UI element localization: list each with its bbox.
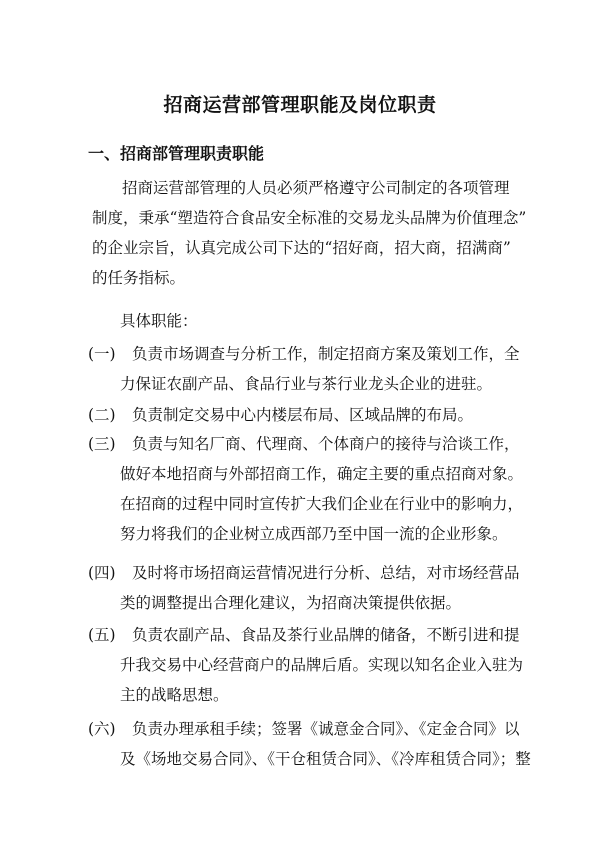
item-line: 负责办理承租手续；签署《诚意金合同》、《定金合同》以 xyxy=(132,720,520,738)
item-line: 负责制定交易中心内楼层布局、区域品牌的布局。 xyxy=(132,406,474,424)
list-item xyxy=(88,400,528,430)
item-number: (二) xyxy=(88,406,116,424)
item-line: 负责农副产品、食品及茶行业品牌的储备，不断引进和提 xyxy=(132,626,520,644)
document-title: 招商运营部管理职能及岗位职责 xyxy=(163,94,437,116)
section-heading: 一、招商部管理职责职能 xyxy=(88,144,265,163)
item-line: 努力将我们的企业树立成西部乃至中国一流的企业形象。 xyxy=(120,525,508,543)
list-item xyxy=(88,429,528,549)
list-item xyxy=(88,558,528,618)
item-line: 负责与知名厂商、代理商、个体商户的接待与洽谈工作， xyxy=(132,435,520,453)
item-line: 及时将市场招商运营情况进行分析、总结，对市场经营品 xyxy=(132,564,520,582)
item-number: (五) xyxy=(88,626,116,644)
item-number: (四) xyxy=(88,564,116,582)
item-line: 力保证农副产品、食品行业与茶行业龙头企业的进驻。 xyxy=(120,375,493,393)
intro-line: 招商运营部管理的人员必须严格遵守公司制定的各项管理 xyxy=(122,179,510,197)
item-line: 类的调整提出合理化建议，为招商决策提供依据。 xyxy=(120,594,462,612)
list-item xyxy=(88,714,531,774)
sub-heading: 具体职能： xyxy=(120,312,198,330)
item-line: 做好本地招商与外部招商工作，确定主要的重点招商对象。 xyxy=(120,465,524,483)
list-item xyxy=(88,339,528,399)
intro-line: 的任务指标。 xyxy=(92,269,186,287)
item-line: 升我交易中心经营商户的品牌后盾。实现以知名企业入驻为 xyxy=(120,656,524,674)
list-item xyxy=(88,620,528,710)
item-number: (三) xyxy=(88,435,116,453)
item-line: 负责市场调查与分析工作，制定招商方案及策划工作，全 xyxy=(132,345,520,363)
item-number: (六) xyxy=(88,720,116,738)
intro-paragraph xyxy=(92,173,527,293)
item-line: 主的战略思想。 xyxy=(120,686,229,704)
item-line: 及《场地交易合同》、《干仓租赁合同》、《冷库租赁合同》；整 xyxy=(120,750,531,768)
intro-line: 的企业宗旨，认真完成公司下达的“招好商，招大商，招满商” xyxy=(92,239,511,257)
item-line: 在招商的过程中同时宣传扩大我们企业在行业中的影响力， xyxy=(120,495,524,513)
intro-line: 制度，秉承“塑造符合食品安全标准的交易龙头品牌为价值理念” xyxy=(92,209,527,227)
item-number: (一) xyxy=(88,345,116,363)
